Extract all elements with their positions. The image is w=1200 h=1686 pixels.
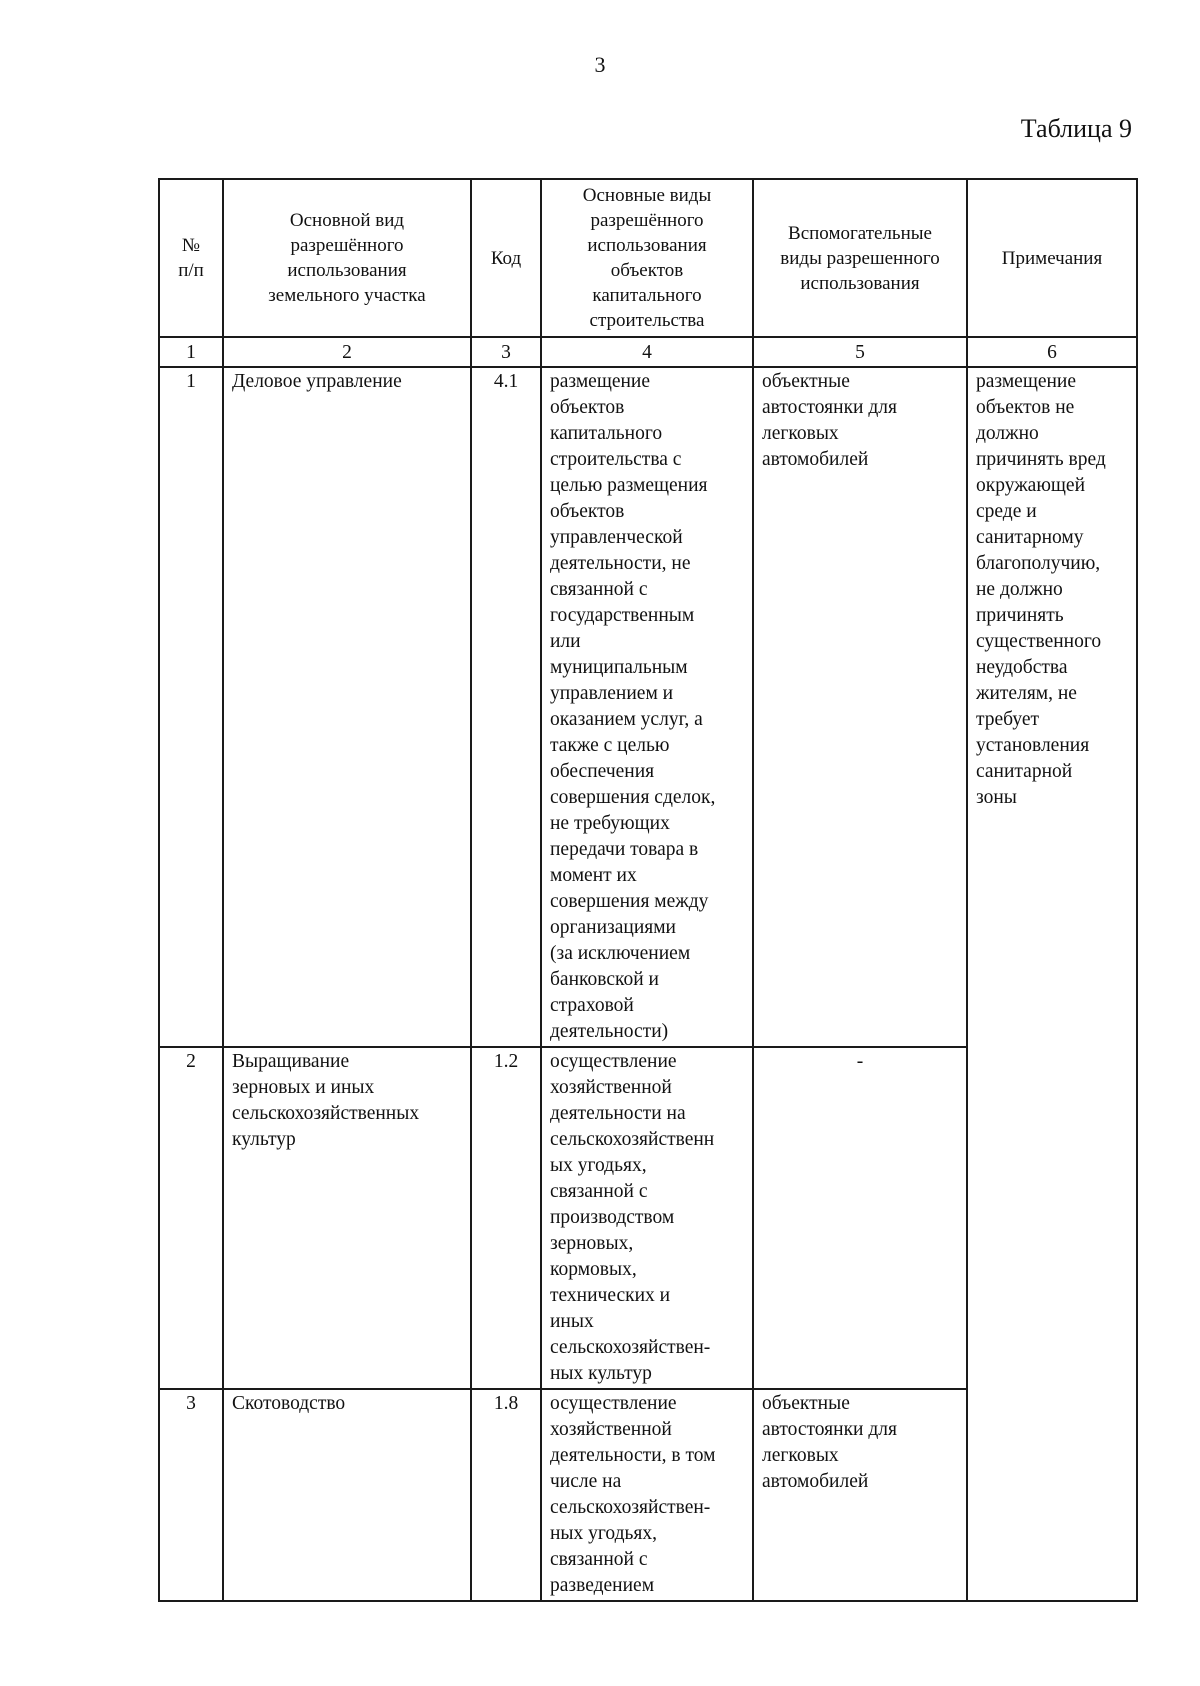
column-numbers-row [159, 337, 1137, 367]
column-number: 6 [967, 337, 1137, 367]
main-use-cell: Скотоводство [223, 1389, 471, 1601]
column-number: 3 [471, 337, 541, 367]
code-cell: 4.1 [471, 367, 541, 1047]
header-code: Код [471, 179, 541, 337]
main-use-cell: Выращивание зерновых и иных сельскохозяйственных культур [223, 1047, 471, 1389]
auxiliary-cell: - [753, 1047, 967, 1389]
row-number: 3 [159, 1389, 223, 1601]
header-num: № п/п [159, 179, 223, 337]
page-number: 3 [594, 52, 606, 77]
main-capital-cell: осуществление хозяйственной деятельности, в том числе на сельскохозяйствен- ных угодьях, связанной с разведением [541, 1389, 753, 1601]
notes-cell: размещение объектов не должно причинять вред окружающей среде и санитарному благополучию, не должно причинять существенного неудобства жителям, не требует установления санитарной зоны [967, 367, 1137, 1601]
row-number: 1 [159, 367, 223, 1047]
permitted-use-table [158, 178, 1138, 1602]
code-cell: 1.2 [471, 1047, 541, 1389]
row-number: 2 [159, 1047, 223, 1389]
header-notes: Примечания [967, 179, 1137, 337]
header-main-capital: Основные виды разрешённого использования объектов капитального строительства [541, 179, 753, 337]
auxiliary-cell: объектные автостоянки для легковых автомобилей [753, 1389, 967, 1601]
column-number: 5 [753, 337, 967, 367]
column-number: 2 [223, 337, 471, 367]
header-main-use: Основной вид разрешённого использования земельного участка [223, 179, 471, 337]
auxiliary-cell: объектные автостоянки для легковых автомобилей [753, 367, 967, 1047]
column-number: 1 [159, 337, 223, 367]
table-caption: Таблица 9 [1020, 114, 1132, 143]
header-auxiliary: Вспомогательные виды разрешенного использования [753, 179, 967, 337]
table-row [159, 367, 1137, 1047]
main-use-cell: Деловое управление [223, 367, 471, 1047]
column-number: 4 [541, 337, 753, 367]
code-cell: 1.8 [471, 1389, 541, 1601]
main-capital-cell: осуществление хозяйственной деятельности на сельскохозяйственн ых угодьях, связанной с производством зерновых, кормовых, технических и иных сельскохозяйствен- ных культур [541, 1047, 753, 1389]
header-row [159, 179, 1137, 337]
main-capital-cell: размещение объектов капитального строительства с целью размещения объектов управленческой деятельности, не связанной с государственным или муниципальным управлением и оказанием услуг, а также с целью обеспечения совершения сделок, не требующих передачи товара в момент их совершения между организациями (за исключением банковской и страховой деятельности) [541, 367, 753, 1047]
